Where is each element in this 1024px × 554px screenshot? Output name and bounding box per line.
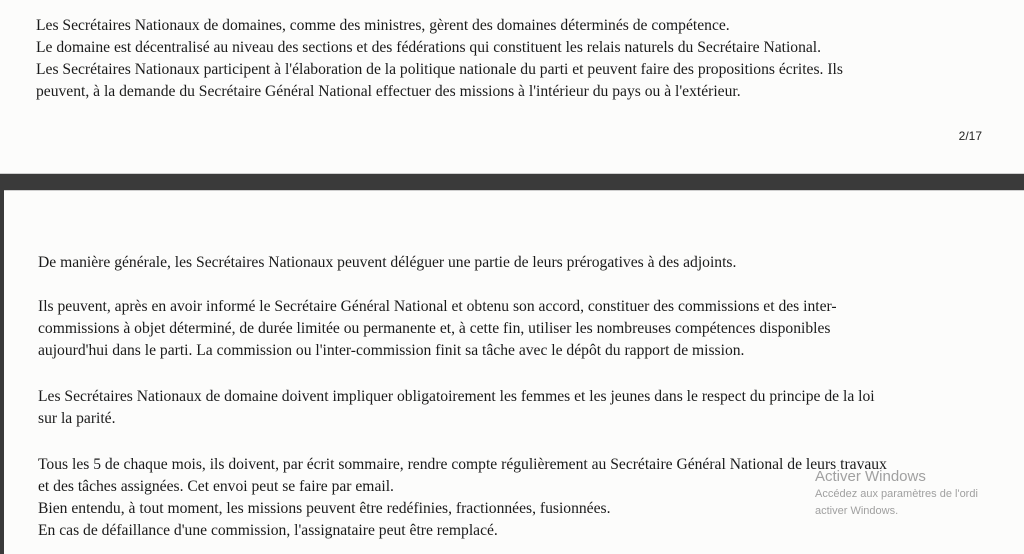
- paragraph-delegation: [38, 252, 998, 274]
- watermark-title: Activer Windows: [815, 468, 926, 485]
- paragraph-line: De manière générale, les Secrétaires Nationaux peuvent déléguer une partie de leurs prérogatives à des adjoints.: [38, 254, 737, 271]
- document-page-top: [0, 0, 1024, 174]
- watermark-line-2: activer Windows.: [815, 505, 899, 517]
- paragraph-line: En cas de défaillance d'une commission, l'assignataire peut être remplacé.: [38, 522, 498, 539]
- watermark-line-1: Accédez aux paramètres de l'ordi: [815, 488, 978, 500]
- page-number: 2/17: [958, 129, 982, 143]
- paragraph-line: commissions à objet déterminé, de durée limitée ou permanente et, à cette fin, utiliser les nombreuses compétences disponibles: [38, 320, 831, 337]
- paragraph-parity: [38, 386, 998, 430]
- activation-watermark: [815, 468, 978, 520]
- paragraph-line: et des tâches assignées. Cet envoi peut se faire par email.: [38, 478, 394, 495]
- paragraph-line: Les Secrétaires Nationaux de domaine doivent impliquer obligatoirement les femmes et les jeunes dans le respect du principe de la loi: [38, 388, 875, 405]
- page1-paragraph: [36, 15, 996, 103]
- page1-line-1: Les Secrétaires Nationaux de domaines, comme des ministres, gèrent des domaines déterminés de compétence.: [36, 17, 730, 34]
- paragraph-line: Bien entendu, à tout moment, les missions peuvent être redéfinies, fractionnées, fusionnées.: [38, 500, 611, 517]
- paragraph-line: sur la parité.: [38, 410, 116, 427]
- paragraph-line: Ils peuvent, après en avoir informé le Secrétaire Général National et obtenu son accord, constituer des commissions et des inter-: [38, 298, 837, 315]
- page1-line-2: Le domaine est décentralisé au niveau des sections et des fédérations qui constituent les relais naturels du Secrétaire National.: [36, 39, 822, 56]
- paragraph-commissions: [38, 296, 998, 362]
- paragraph-line: aujourd'hui dans le parti. La commission ou l'inter-commission finit sa tâche avec le dépôt du rapport de mission.: [38, 342, 745, 359]
- page1-line-4: peuvent, à la demande du Secrétaire Général National effectuer des missions à l'intérieur du pays ou à l'extérieur.: [36, 83, 741, 100]
- paragraph-line: Tous les 5 de chaque mois, ils doivent, par écrit sommaire, rendre compte régulièrement au Secrétaire Général National de leurs travaux: [38, 456, 887, 473]
- page1-line-3: Les Secrétaires Nationaux participent à l'élaboration de la politique nationale du parti et peuvent faire des propositions écrites. Ils: [36, 61, 843, 78]
